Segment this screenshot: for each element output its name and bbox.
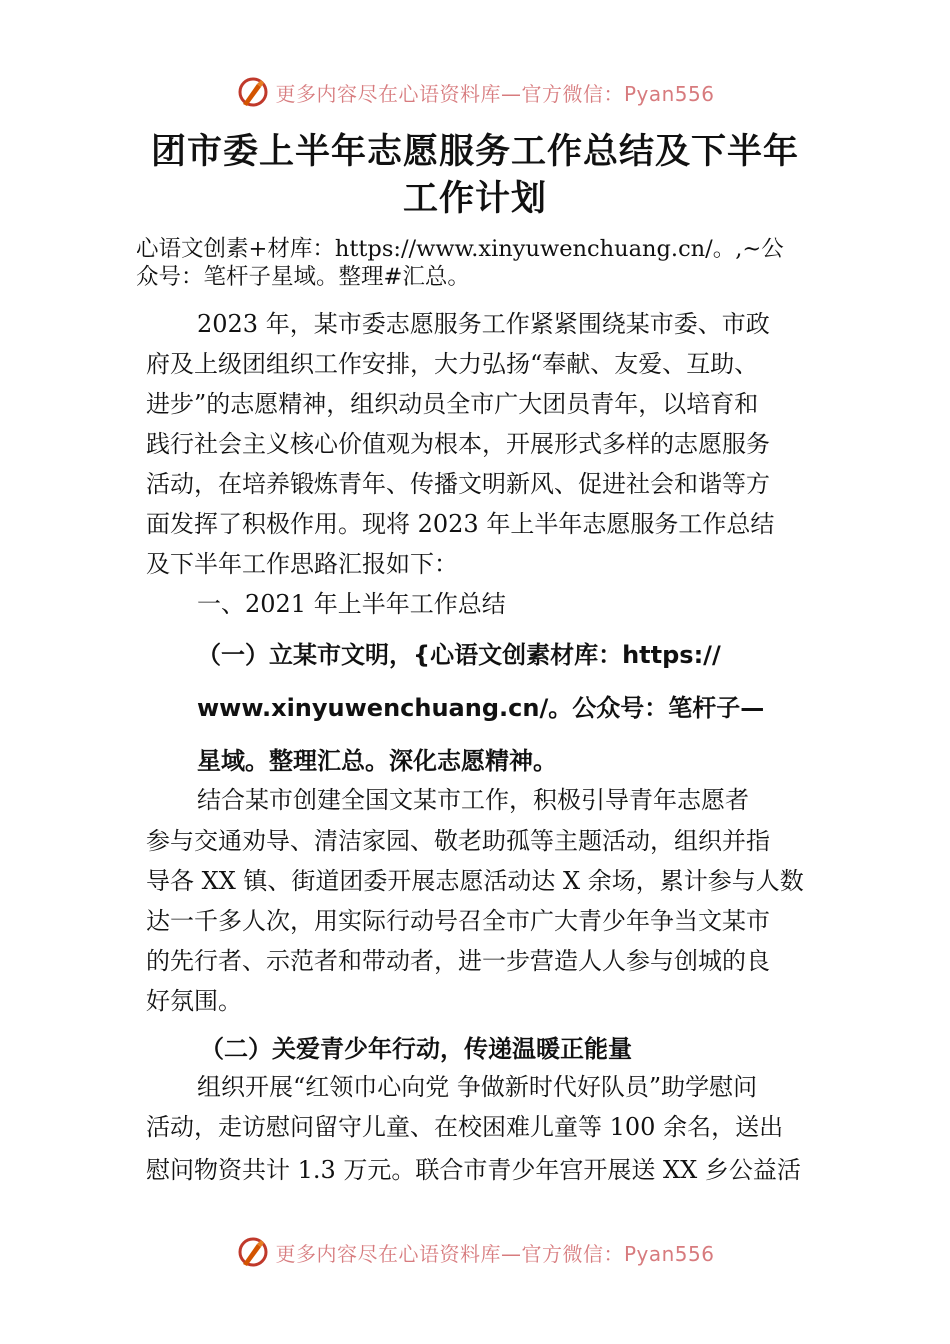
intro-line-7: 及下半年工作思路汇报如下： — [146, 550, 458, 578]
sub-1-heading-line-2: www.xinyuwenchuang.cn/。公众号：笔杆子— — [197, 694, 765, 722]
sub-2-body-line-1: 组织开展“红领巾心向党 争做新时代好队员”助学慰问 — [197, 1073, 758, 1101]
watermark-banner-top — [0, 70, 950, 114]
sub-2-body-line-2: 活动，走访慰问留守儿童、在校困难儿童等 100 余名，送出 — [146, 1113, 784, 1141]
section-1-heading: 一、2021 年上半年工作总结 — [197, 590, 506, 618]
source-note-line-2: 众号：笔杆子星域。整理#汇总。 — [136, 264, 470, 290]
sub-1-body-line-3: 导各 XX 镇、街道团委开展志愿活动达 X 余场，累计参与人数 — [146, 867, 804, 895]
intro-line-4: 践行社会主义核心价值观为根本，开展形式多样的志愿服务 — [146, 430, 770, 458]
watermark-text: 更多内容尽在心语资料库—官方微信：Pyan556 — [275, 1241, 715, 1266]
document-title-line-1: 团市委上半年志愿服务工作总结及下半年 — [150, 132, 799, 172]
watermark-banner-bottom — [0, 1230, 950, 1274]
sub-2-body-line-3: 慰问物资共计 1.3 万元。联合市青少年宫开展送 XX 乡公益活 — [146, 1156, 801, 1184]
sub-1-body-line-1: 结合某市创建全国文某市工作，积极引导青年志愿者 — [197, 786, 749, 814]
intro-line-3: 进步”的志愿精神，组织动员全市广大团员青年，以培育和 — [146, 390, 759, 418]
source-note-line-1: 心语文创素+材库：https://www.xinyuwenchuang.cn/。,~公 — [136, 236, 784, 262]
intro-line-2: 府及上级团组织工作安排，大力弘扬“奉献、友爱、互助、 — [146, 350, 759, 378]
watermark-text: 更多内容尽在心语资料库—官方微信：Pyan556 — [275, 81, 715, 106]
sub-2-heading: （二）关爱青少年行动，传递温暖正能量 — [200, 1035, 632, 1063]
sub-1-body-line-6: 好氛围。 — [146, 987, 242, 1015]
sub-1-body-line-4: 达一千多人次，用实际行动号召全市广大青少年争当文某市 — [146, 907, 770, 935]
intro-line-6: 面发挥了积极作用。现将 2023 年上半年志愿服务工作总结 — [146, 510, 775, 538]
sub-1-body-line-2: 参与交通劝导、清洁家园、敬老助孤等主题活动，组织并指 — [146, 827, 770, 855]
sub-1-heading-line-3: 星域。整理汇总。深化志愿精神。 — [197, 747, 557, 775]
sub-1-body-line-5: 的先行者、示范者和带动者，进一步营造人人参与创城的良 — [146, 947, 770, 975]
pen-logo-icon — [235, 74, 271, 110]
sub-1-heading-line-1: （一）立某市文明，{心语文创素材库：https:// — [197, 641, 721, 669]
intro-line-5: 活动，在培养锻炼青年、传播文明新风、促进社会和谐等方 — [146, 470, 770, 498]
document-title-line-2: 工作计划 — [402, 179, 547, 219]
intro-line-1: 2023 年，某市委志愿服务工作紧紧围绕某市委、市政 — [197, 310, 770, 338]
pen-logo-icon — [235, 1234, 271, 1270]
